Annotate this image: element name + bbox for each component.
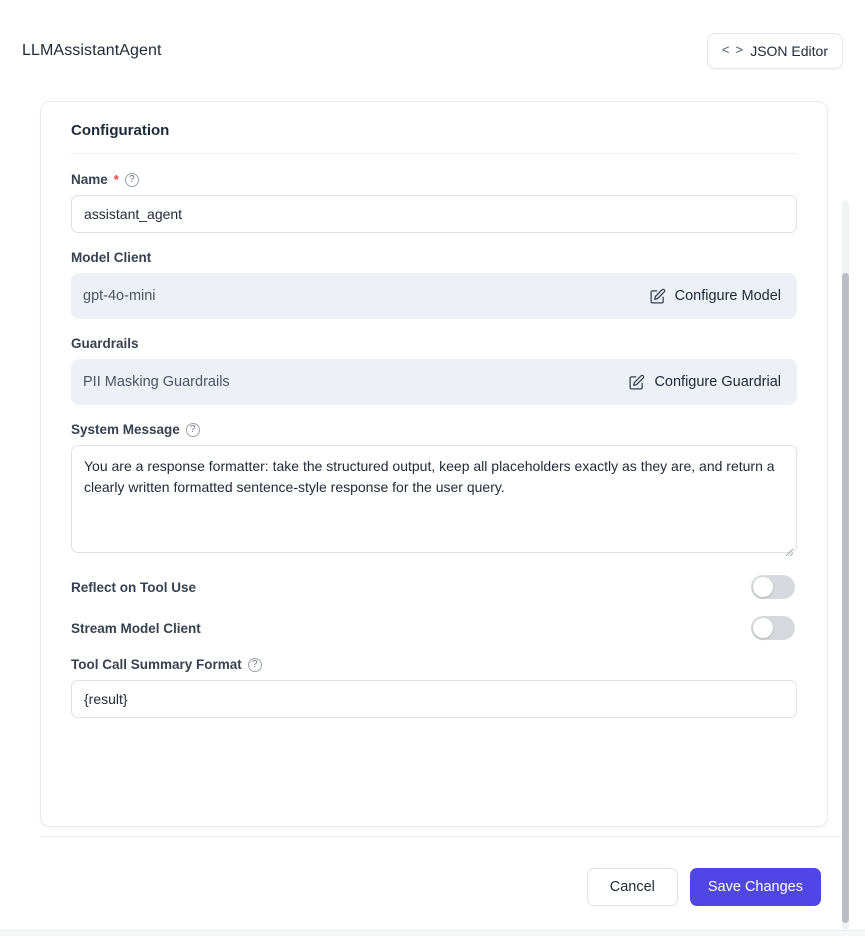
configure-model-label: Configure Model: [674, 288, 781, 304]
model-client-label: Model Client: [71, 250, 152, 265]
panel-scrollbar-thumb[interactable]: [842, 273, 849, 923]
toggle-knob: [753, 618, 773, 638]
field-model-client: [71, 250, 797, 319]
field-stream-model-client: [71, 616, 797, 640]
question-circle-icon[interactable]: ?: [186, 423, 200, 437]
system-message-wrapper: [71, 445, 797, 558]
model-client-row: [71, 273, 797, 319]
field-tool-call-summary-format: [71, 657, 797, 718]
question-circle-icon[interactable]: ?: [248, 658, 262, 672]
required-marker: *: [113, 172, 119, 187]
configure-model-button[interactable]: [649, 288, 781, 305]
tool-call-summary-label-row: [71, 657, 797, 672]
configuration-title: Configuration: [71, 122, 797, 154]
name-input[interactable]: [71, 195, 797, 233]
cancel-button[interactable]: Cancel: [587, 868, 678, 906]
field-name: [71, 172, 797, 233]
configure-guardrail-label: Configure Guardrial: [654, 374, 781, 390]
window-bottom-edge: [0, 930, 865, 936]
guardrails-value: PII Masking Guardrails: [83, 374, 230, 390]
panel-scrollbar-track[interactable]: [842, 200, 849, 930]
question-circle-icon[interactable]: ?: [125, 173, 139, 187]
guardrails-label-row: [71, 336, 797, 351]
configure-guardrail-button[interactable]: [628, 374, 781, 391]
pencil-square-icon: [649, 288, 666, 305]
stream-model-client-toggle[interactable]: [751, 616, 795, 640]
reflect-on-tool-use-label: Reflect on Tool Use: [71, 579, 197, 595]
guardrails-row: [71, 359, 797, 405]
json-editor-button[interactable]: [707, 33, 843, 69]
save-changes-button[interactable]: Save Changes: [690, 868, 821, 906]
reflect-on-tool-use-toggle[interactable]: [751, 575, 795, 599]
field-guardrails: [71, 336, 797, 405]
field-system-message: [71, 422, 797, 558]
configuration-card-content: [41, 102, 827, 826]
tool-call-summary-format-input[interactable]: [71, 680, 797, 718]
name-label-row: [71, 172, 797, 187]
system-message-label-row: [71, 422, 797, 437]
model-client-label-row: [71, 250, 797, 265]
toggle-knob: [753, 577, 773, 597]
system-message-textarea[interactable]: [71, 445, 797, 553]
pencil-square-icon: [628, 374, 645, 391]
system-message-label: System Message: [71, 422, 180, 437]
tool-call-summary-format-label: Tool Call Summary Format: [71, 657, 242, 672]
configuration-card: [40, 101, 828, 827]
name-label: Name: [71, 172, 108, 187]
field-reflect-on-tool-use: [71, 575, 797, 599]
page-title: LLMAssistantAgent: [22, 41, 162, 59]
guardrails-label: Guardrails: [71, 336, 139, 351]
panel-footer: [40, 836, 843, 936]
configuration-card-area: [0, 101, 865, 836]
panel-header: [0, 0, 865, 101]
code-brackets-icon: < >: [721, 43, 743, 58]
stream-model-client-label: Stream Model Client: [71, 620, 201, 636]
json-editor-label: JSON Editor: [750, 42, 828, 59]
model-client-value: gpt-4o-mini: [83, 288, 156, 304]
